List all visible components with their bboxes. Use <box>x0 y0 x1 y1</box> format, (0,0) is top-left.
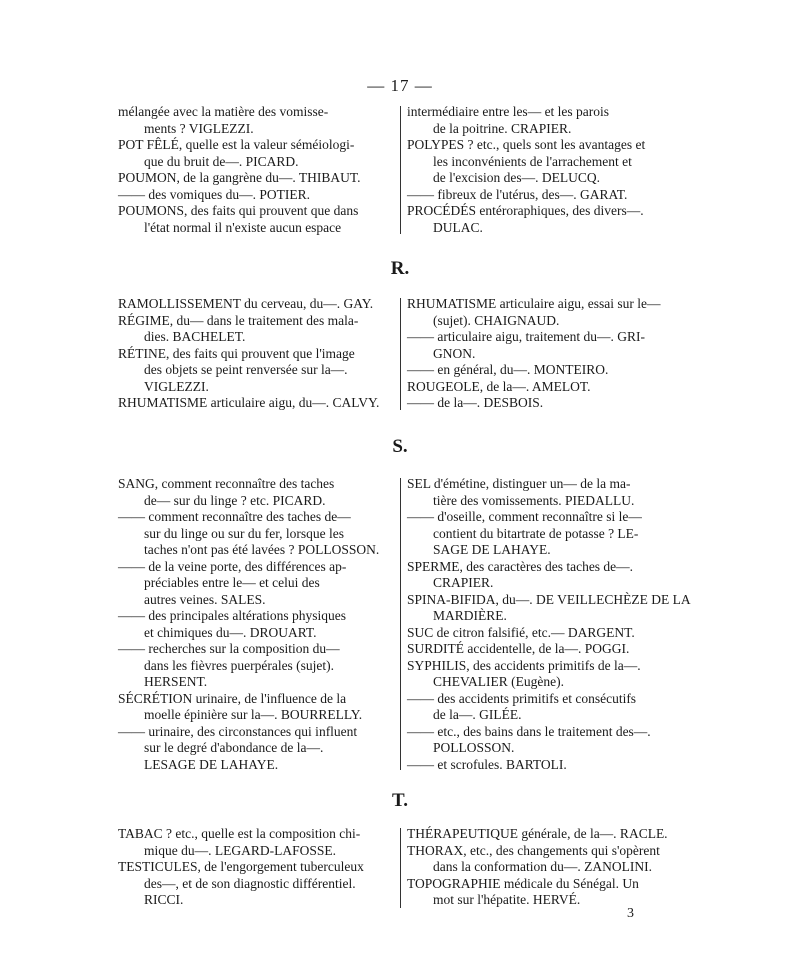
entry-line: dies. BACHELET. <box>144 329 246 344</box>
index-entry <box>407 876 687 909</box>
index-entry <box>118 346 390 396</box>
page-number: — 17 — <box>367 76 433 95</box>
index-entry <box>118 724 390 774</box>
entry-line: —— de la veine porte, des différences ap- <box>118 558 347 574</box>
entry-line: TOPOGRAPHIE médicale du Sénégal. Un <box>407 875 639 891</box>
entry-line: POLLOSSON. <box>433 740 515 755</box>
entry-line: SUC de citron falsifié, etc.— DARGENT. <box>407 624 635 640</box>
index-entry <box>118 559 390 609</box>
entry-line: et chimiques du—. DROUART. <box>144 624 317 640</box>
index-entry <box>407 826 687 843</box>
index-entry <box>118 104 390 137</box>
index-entry <box>407 757 687 774</box>
entry-line: taches n'ont pas été lavées ? POLLOSSON. <box>144 542 380 557</box>
index-entry <box>407 658 687 691</box>
entry-line: —— des accidents primitifs et consécutifs <box>407 690 637 706</box>
section-s <box>118 476 691 776</box>
right-column <box>407 104 687 236</box>
entry-line: RHUMATISME articulaire aigu, du—. CALVY. <box>118 395 380 410</box>
entry-line: PROCÉDÉS entéroraphiques, des divers—. <box>407 203 644 218</box>
entry-line: CHEVALIER (Eugène). <box>433 674 564 689</box>
index-entry <box>407 691 687 724</box>
index-entry <box>407 559 687 592</box>
section-letter-t: T. <box>391 790 408 811</box>
entry-line: CRAPIER. <box>433 575 494 590</box>
entry-line: —— etc., des bains dans le traitement des—. <box>407 723 651 739</box>
index-entry <box>118 137 390 170</box>
entry-line: SANG, comment reconnaître des taches <box>118 476 335 491</box>
entry-line: SÉCRÉTION urinaire, de l'influence de la <box>118 690 347 706</box>
right-column <box>407 476 691 773</box>
entry-line: THÉRAPEUTIQUE générale, de la—. RACLE. <box>407 826 668 841</box>
entry-line: POLYPES ? etc., quels sont les avantages et <box>407 137 646 152</box>
entry-line: tière des vomissements. PIEDALLU. <box>433 492 635 508</box>
signature-mark: 3 <box>627 906 634 921</box>
index-entry <box>118 313 390 346</box>
entry-line: RICCI. <box>144 892 184 907</box>
index-entry <box>118 476 390 509</box>
entry-line: TESTICULES, de l'engorgement tuberculeux <box>118 859 364 874</box>
entry-line: de la poitrine. CRAPIER. <box>433 120 572 136</box>
entry-line: autres veines. SALES. <box>144 591 266 607</box>
entry-line: RHUMATISME articulaire aigu, essai sur le— <box>407 296 661 311</box>
entry-line: —— urinaire, des circonstances qui influent <box>118 723 358 739</box>
entry-line: SYPHILIS, des accidents primitifs de la—. <box>407 657 641 673</box>
entry-line: SEL d'émétine, distinguer un— de la ma- <box>407 476 631 491</box>
section-r <box>118 296 684 416</box>
section-letter-r: R. <box>390 258 410 279</box>
column-divider <box>400 298 401 410</box>
index-entry <box>407 296 687 329</box>
entry-line: —— recherches sur la composition du— <box>118 641 340 656</box>
entry-line: préciables entre le— et celui des <box>144 575 320 590</box>
entry-line: —— et scrofules. BARTOLI. <box>407 756 567 772</box>
section-t <box>118 826 684 910</box>
index-entry <box>407 509 687 559</box>
index-entry <box>118 608 390 641</box>
entry-line: POUMONS, des faits qui prouvent que dans <box>118 203 359 218</box>
entry-line: —— articulaire aigu, traitement du—. GRI- <box>407 329 646 344</box>
index-entry <box>407 476 687 509</box>
index-entry <box>407 362 687 379</box>
index-entry <box>118 296 390 313</box>
entry-line: HERSENT. <box>144 674 208 689</box>
entry-line: SPINA-BIFIDA, du—. DE VEILLECHÈZE DE LA <box>407 591 691 607</box>
entry-line: dans les fièvres puerpérales (sujet). <box>144 657 335 673</box>
entry-line: SPERME, des caractères des taches de—. <box>407 558 634 574</box>
index-entry <box>407 203 687 236</box>
entry-line: VIGLEZZI. <box>144 378 209 394</box>
index-entry <box>407 843 687 876</box>
index-entry <box>407 625 687 642</box>
entry-line: GNON. <box>433 345 476 361</box>
entry-line: de— sur du linge ? etc. PICARD. <box>144 492 326 508</box>
entry-line: RÉTINE, des faits qui prouvent que l'image <box>118 345 355 361</box>
entry-line: —— fibreux de l'utérus, des—. GARAT. <box>407 186 628 202</box>
entry-line: POT FÊLÉ, quelle est la valeur séméiologi- <box>118 137 355 152</box>
index-entry <box>407 379 687 396</box>
index-entry <box>118 170 390 187</box>
index-entry <box>118 826 390 859</box>
entry-line: SURDITÉ accidentelle, de la—. POGGI. <box>407 641 630 656</box>
entry-line: que du bruit de—. PICARD. <box>144 153 299 169</box>
entry-line: sur le degré d'abondance de la—. <box>144 740 324 755</box>
index-entry <box>118 203 390 236</box>
section-p-continued <box>118 104 684 236</box>
index-entry <box>118 859 390 909</box>
left-column <box>118 296 390 412</box>
entry-line: DULAC. <box>433 219 483 235</box>
entry-line: THORAX, etc., des changements qui s'opèrent <box>407 842 660 858</box>
entry-line: les inconvénients de l'arrachement et <box>433 153 632 169</box>
entry-line: intermédiaire entre les— et les parois <box>407 104 610 119</box>
entry-line: ments ? VIGLEZZI. <box>144 120 254 136</box>
left-column <box>118 104 390 236</box>
column-divider <box>400 106 401 234</box>
entry-line: RÉGIME, du— dans le traitement des mala- <box>118 312 359 328</box>
entry-line: mique du—. LEGARD-LAFOSSE. <box>144 842 336 858</box>
right-column <box>407 296 687 412</box>
entry-line: TABAC ? etc., quelle est la composition chi- <box>118 826 361 841</box>
entry-line: MARDIÈRE. <box>433 608 507 623</box>
entry-line: des—, et de son diagnostic différentiel. <box>144 875 356 891</box>
entry-line: POUMON, de la gangrène du—. THIBAUT. <box>118 170 361 185</box>
index-entry <box>407 104 687 137</box>
index-entry <box>407 641 687 658</box>
left-column <box>118 826 390 909</box>
entry-line: LESAGE DE LAHAYE. <box>144 756 279 772</box>
entry-line: —— de la—. DESBOIS. <box>407 395 544 410</box>
right-column <box>407 826 687 909</box>
index-entry <box>407 591 691 625</box>
entry-line: —— en général, du—. MONTEIRO. <box>407 362 609 377</box>
index-entry <box>118 395 390 412</box>
index-entry <box>118 641 390 691</box>
left-column <box>118 476 390 773</box>
entry-line: (sujet). CHAIGNAUD. <box>433 312 560 328</box>
index-entry <box>407 137 687 187</box>
entry-line: de l'excision des—. DELUCQ. <box>433 170 601 185</box>
index-entry <box>407 724 687 757</box>
entry-line: SAGE DE LAHAYE. <box>433 542 551 557</box>
entry-line: moelle épinière sur la—. BOURRELLY. <box>144 707 363 722</box>
entry-line: mélangée avec la matière des vomisse- <box>118 104 329 119</box>
index-entry <box>407 187 687 204</box>
index-entry <box>407 329 687 362</box>
entry-line: contient du bitartrate de potasse ? LE- <box>433 525 639 541</box>
entry-line: sur du linge ou sur du fer, lorsque les <box>144 525 345 541</box>
entry-line: de la—. GILÉE. <box>433 707 522 722</box>
entry-line: l'état normal il n'existe aucun espace <box>144 219 342 235</box>
entry-line: ROUGEOLE, de la—. AMELOT. <box>407 378 591 394</box>
entry-line: —— comment reconnaître des taches de— <box>118 509 351 524</box>
section-letter-s: S. <box>392 436 408 457</box>
column-divider <box>400 478 401 770</box>
entry-line: des objets se peint renversée sur la—. <box>144 362 348 377</box>
entry-line: RAMOLLISSEMENT du cerveau, du—. GAY. <box>118 296 374 311</box>
index-entry <box>118 509 390 559</box>
index-entry <box>118 187 390 204</box>
index-entry <box>118 691 390 724</box>
entry-line: —— des principales altérations physiques <box>118 608 346 623</box>
entry-line: —— d'oseille, comment reconnaître si le— <box>407 509 642 524</box>
entry-line: —— des vomiques du—. POTIER. <box>118 186 310 202</box>
column-divider <box>400 828 401 908</box>
entry-line: dans la conformation du—. ZANOLINI. <box>433 859 652 874</box>
entry-line: mot sur l'hépatite. HERVÉ. <box>433 892 581 907</box>
index-entry <box>407 395 687 412</box>
